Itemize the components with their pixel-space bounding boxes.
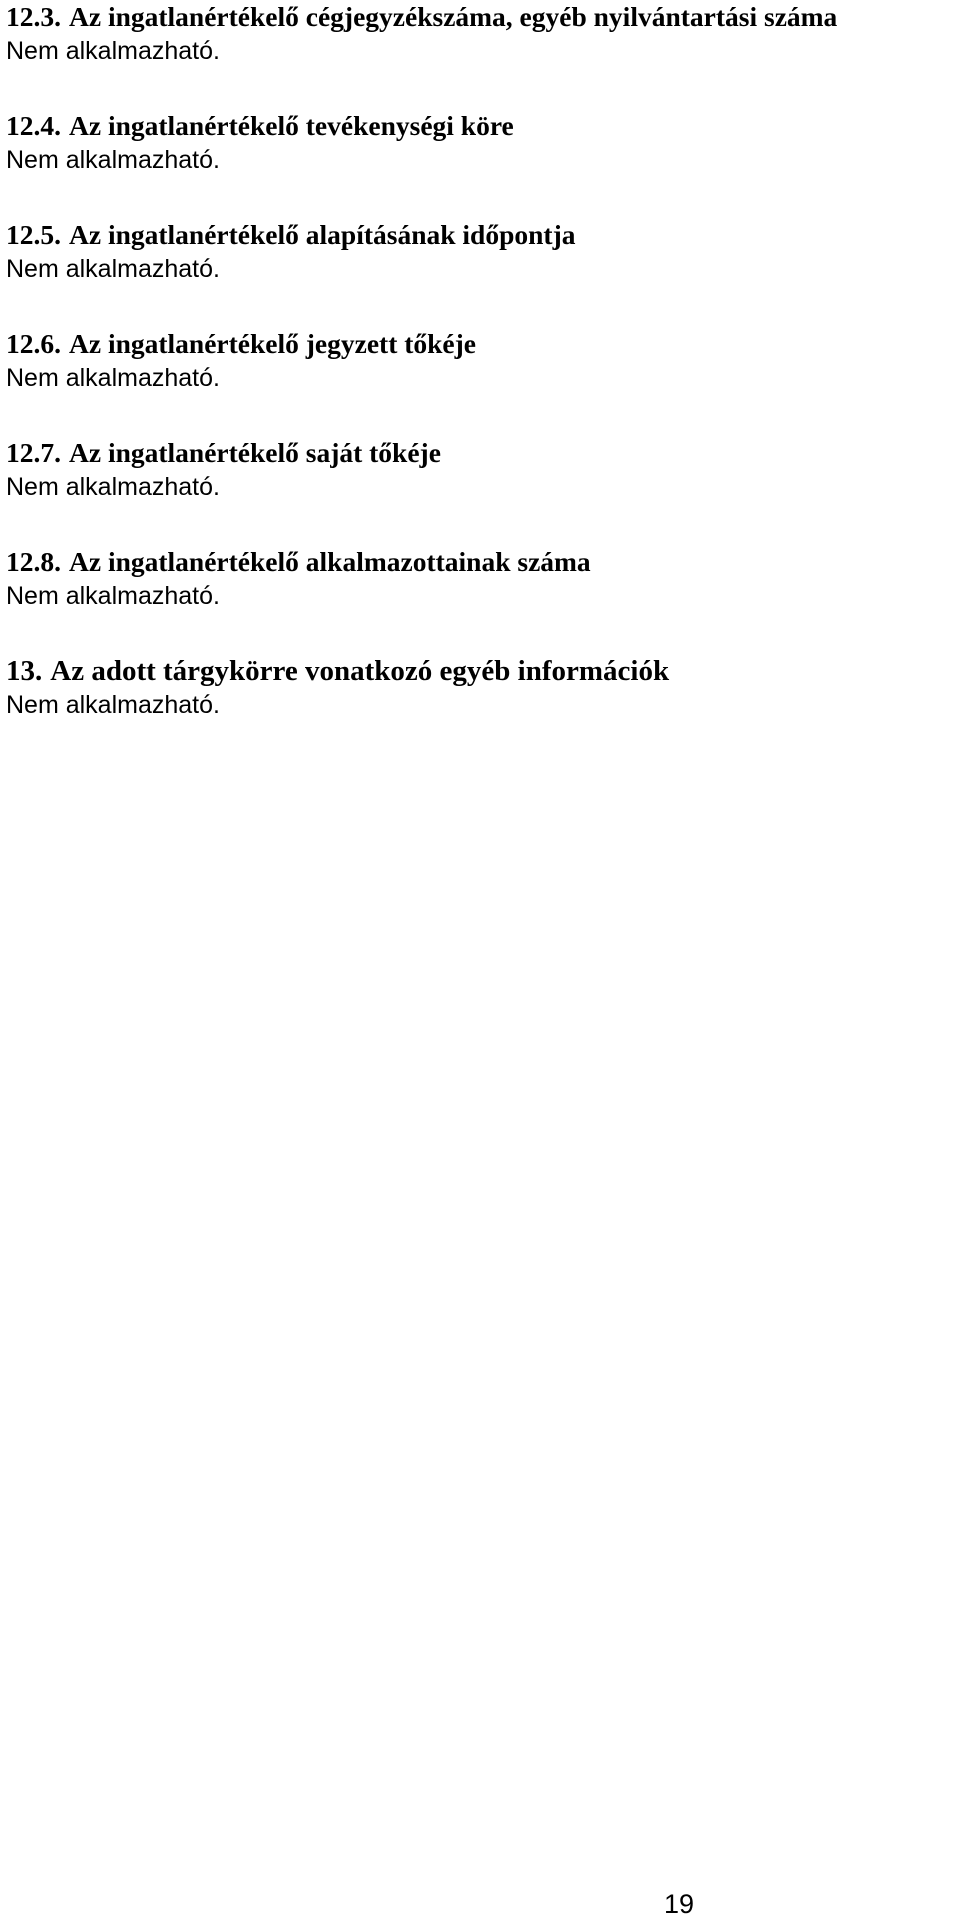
section-heading [6, 0, 956, 34]
section-number: 12.3. [6, 1, 61, 32]
section-title: Az ingatlanértékelő saját tőkéje [69, 437, 441, 468]
section-heading [6, 218, 956, 252]
section-title: Az ingatlanértékelő jegyzett tőkéje [69, 328, 476, 359]
section-title: Az ingatlanértékelő alapításának időpontja [69, 219, 576, 250]
document-content [6, 0, 956, 722]
section-number: 12.4. [6, 110, 61, 141]
section-13 [6, 654, 956, 722]
section-12-3 [6, 0, 956, 68]
section-12-8 [6, 545, 956, 613]
section-heading [6, 436, 956, 470]
section-title: Az adott tárgykörre vonatkozó egyéb információk [50, 655, 670, 687]
section-number: 12.8. [6, 546, 61, 577]
section-number: 12.6. [6, 328, 61, 359]
page-number: 19 [664, 1889, 695, 1919]
section-number: 13. [6, 655, 43, 687]
section-number: 12.7. [6, 437, 61, 468]
section-title: Az ingatlanértékelő cégjegyzékszáma, egyéb nyilvántartási száma [69, 1, 838, 32]
section-heading [6, 545, 956, 579]
section-body: Nem alkalmazható. [6, 582, 220, 610]
section-12-4 [6, 109, 956, 177]
section-heading [6, 327, 956, 361]
section-body: Nem alkalmazható. [6, 364, 220, 392]
section-body: Nem alkalmazható. [6, 473, 220, 501]
section-heading [6, 109, 956, 143]
section-12-6 [6, 327, 956, 395]
section-heading [6, 654, 956, 688]
section-body: Nem alkalmazható. [6, 255, 220, 283]
section-body: Nem alkalmazható. [6, 146, 220, 174]
section-body: Nem alkalmazható. [6, 37, 220, 65]
section-number: 12.5. [6, 219, 61, 250]
section-body: Nem alkalmazható. [6, 691, 220, 719]
section-title: Az ingatlanértékelő tevékenységi köre [69, 110, 514, 141]
section-12-5 [6, 218, 956, 286]
section-12-7 [6, 436, 956, 504]
section-title: Az ingatlanértékelő alkalmazottainak száma [69, 546, 591, 577]
